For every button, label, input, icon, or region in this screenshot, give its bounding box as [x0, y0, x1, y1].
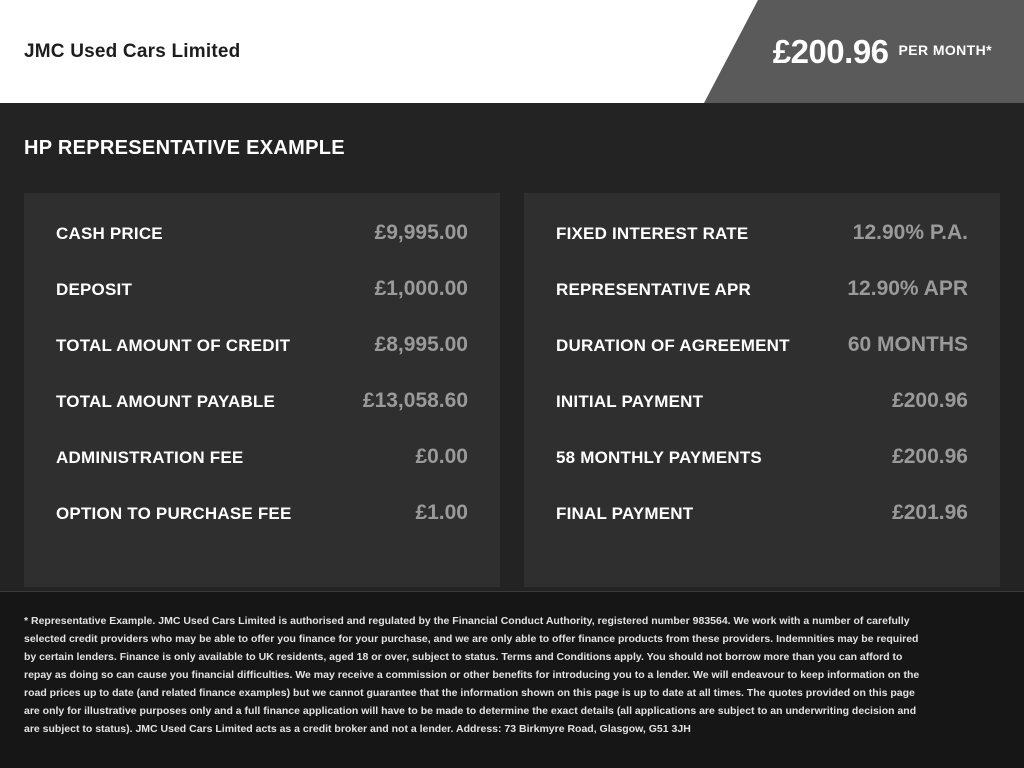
- finance-panels: [24, 193, 1000, 587]
- row-label: 58 MONTHLY PAYMENTS: [556, 448, 762, 467]
- table-row: [56, 445, 468, 501]
- row-value: £1,000.00: [374, 277, 468, 300]
- table-row: [556, 445, 968, 501]
- row-label: OPTION TO PURCHASE FEE: [56, 504, 292, 523]
- table-row: [56, 333, 468, 389]
- disclaimer-text: * Representative Example. JMC Used Cars Limited is authorised and regulated by the Financial Conduct Authority, registered number 983564. We work with a number of carefully selected credit providers who may be able to offer you finance for your purchase, and we are only able to offer finance products from these providers. Indemnities may be required by certain lenders. Finance is only available to UK residents, aged 18 or over, subject to status. Terms and Conditions apply. You should not borrow more than you can afford to repay as doing so can cause you financial difficulties. We may receive a commission or other benefits for introducing you to a lender. We will endeavour to keep information on the road prices up to date (and related finance examples) but we cannot guarantee that the information shown on this page is up to date at all times. The quotes provided on this page are only for illustrative purposes only and a full finance application will have to be made to determine the exact details (all applications are subject to an underwriting decision and are subject to status). JMC Used Cars Limited acts as a credit broker and not a lender. Address: 73 Birkmyre Road, Glasgow, G51 3JH: [24, 615, 920, 736]
- table-row: [56, 501, 468, 557]
- row-label: TOTAL AMOUNT OF CREDIT: [56, 336, 291, 355]
- row-value: 60 MONTHS: [847, 333, 968, 356]
- finance-panel-right: [524, 193, 1000, 587]
- row-value: £1.00: [415, 501, 468, 524]
- monthly-price-amount: £200.96: [772, 32, 889, 70]
- row-value: 12.90% P.A.: [852, 221, 968, 244]
- row-value: £9,995.00: [374, 221, 468, 244]
- page-title: HP REPRESENTATIVE EXAMPLE: [24, 137, 345, 159]
- row-label: DURATION OF AGREEMENT: [556, 336, 790, 355]
- row-value: £200.96: [892, 445, 968, 468]
- row-label: FIXED INTEREST RATE: [556, 224, 749, 243]
- table-row: [556, 501, 968, 557]
- monthly-price-content: [773, 0, 992, 103]
- finance-panel-left: [24, 193, 500, 587]
- monthly-price-period: PER MONTH*: [898, 42, 992, 58]
- row-label: DEPOSIT: [56, 280, 133, 299]
- table-row: [556, 333, 968, 389]
- page-header: [0, 0, 1024, 103]
- main-content: [0, 103, 1024, 591]
- table-row: [556, 389, 968, 445]
- row-value: 12.90% APR: [847, 277, 968, 300]
- row-label: ADMINISTRATION FEE: [56, 448, 244, 467]
- dealer-name: JMC Used Cars Limited: [24, 41, 241, 62]
- table-row: [56, 389, 468, 445]
- row-label: CASH PRICE: [56, 224, 163, 243]
- table-row: [56, 221, 468, 277]
- row-value: £200.96: [892, 389, 968, 412]
- footer-disclaimer: [0, 591, 1024, 768]
- table-row: [556, 277, 968, 333]
- table-row: [556, 221, 968, 277]
- row-value: £0.00: [415, 445, 468, 468]
- table-row: [56, 277, 468, 333]
- row-label: REPRESENTATIVE APR: [556, 280, 752, 299]
- row-value: £8,995.00: [374, 333, 468, 356]
- row-label: FINAL PAYMENT: [556, 504, 694, 523]
- row-label: INITIAL PAYMENT: [556, 392, 704, 411]
- row-label: TOTAL AMOUNT PAYABLE: [56, 392, 276, 411]
- row-value: £201.96: [892, 501, 968, 524]
- row-value: £13,058.60: [362, 389, 468, 412]
